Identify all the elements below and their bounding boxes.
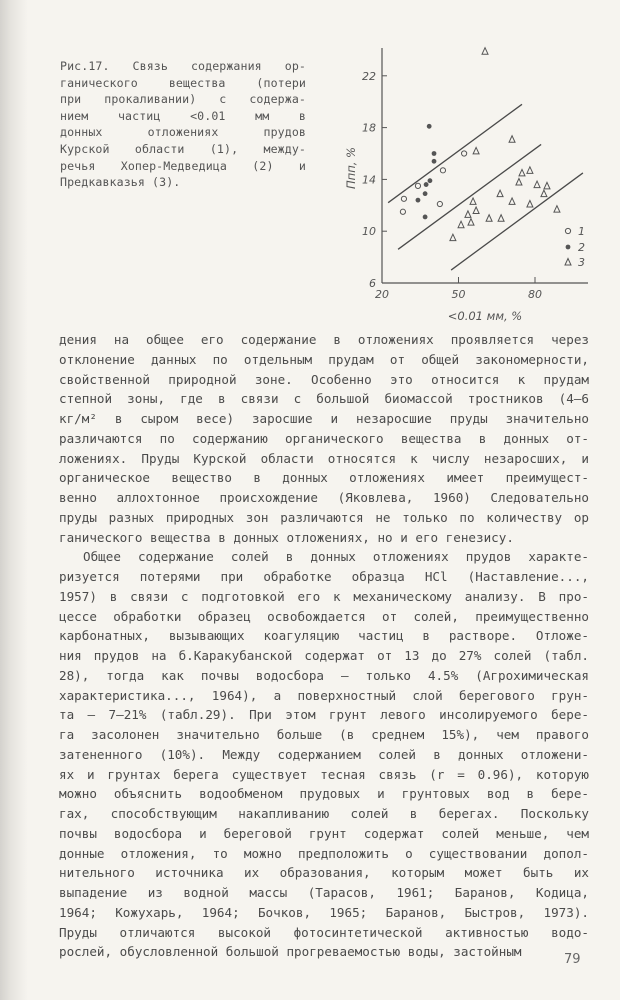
caption-line: речья Хопер-Медведица (2) и: [60, 158, 306, 173]
chart-axes: [344, 48, 588, 323]
text-line: свойственной природной зоне. Особенно это относится к прудам: [59, 371, 589, 387]
data-point-series-3: [509, 198, 515, 205]
paragraph-2: [59, 547, 589, 962]
text-line: донные отложения, то можно предположить о существовании допол-: [59, 845, 589, 861]
data-point-series-2: [432, 159, 437, 164]
text-line: можно объяснить водообменом прудовых и грунтовых вод в бере-: [59, 786, 589, 802]
data-point-series-3: [482, 48, 488, 55]
text-line: рослей, обусловленной большой прогреваемостью воды, застойным: [59, 944, 522, 960]
data-point-series-1: [401, 196, 406, 201]
text-line: выпадение из водной массы (Тарасов, 1961; Баранов, Кодица,: [59, 885, 589, 900]
trend-line-upper: [388, 104, 522, 202]
data-point-series-1: [462, 151, 467, 156]
y-tick-label: 10: [362, 225, 376, 239]
data-points: [400, 48, 560, 241]
scatter-chart: [330, 40, 600, 340]
data-point-series-3: [527, 167, 533, 174]
data-point-series-1: [400, 209, 405, 214]
text-line: 28), тогда как почвы водосбора – только 4.5% (Агрохимическая: [59, 667, 589, 683]
data-point-series-3: [468, 219, 474, 226]
data-point-series-2: [427, 124, 432, 129]
text-line: та – 7–21% (табл.29). При этом грунт левого инсолируемого бере-: [59, 707, 589, 723]
data-point-series-2: [432, 151, 437, 156]
data-point-series-1: [440, 168, 445, 173]
data-point-series-3: [509, 136, 515, 143]
data-point-series-3: [470, 198, 476, 205]
data-point-series-1: [415, 183, 420, 188]
y-tick-label: 14: [362, 173, 376, 187]
text-line: 1957) в связи с подготовкой его к механическому анализу. В про-: [59, 588, 589, 604]
legend-marker-2: [566, 245, 571, 250]
legend-marker-1: [565, 228, 570, 233]
text-line: Пруды отличаются высокой фотосинтетической активностью водо-: [59, 924, 589, 940]
trend-line-middle: [398, 144, 541, 249]
data-point-series-3: [541, 190, 547, 197]
data-point-series-2: [416, 198, 421, 203]
data-point-series-3: [450, 234, 456, 241]
data-point-series-2: [423, 215, 428, 220]
caption-line: нием частиц <0.01 мм в: [60, 108, 306, 123]
caption-line: Предкавказья (3).: [60, 175, 181, 190]
text-line: отклонение данных по отдельным прудам от общей закономерности,: [59, 351, 589, 367]
text-line: характеристика..., 1964), а поверхностный слой берегового грун-: [59, 687, 589, 703]
x-axis-label: <0.01 мм, %: [447, 309, 523, 323]
text-line: органическое вещество в донных отложениях имеет преимущест-: [59, 470, 589, 486]
caption-line: Курской области (1), между-: [60, 141, 306, 156]
text-line: ях и грунтах берега существует тесная связь (r = 0.96), которую: [59, 766, 589, 782]
text-line: затененного (10%). Между содержанием солей в донных отложени-: [59, 746, 589, 762]
y-tick-label: 18: [362, 121, 376, 135]
caption-line: при прокаливании) с содержа-: [60, 92, 306, 107]
text-line: 1964; Кожухарь, 1964; Бочков, 1965; Баранов, Быстров, 1973).: [59, 904, 589, 920]
text-line: ризуется потерями при обработке образца HCl (Наставление...,: [59, 569, 589, 584]
x-tick-label: 80: [528, 288, 542, 301]
body-text: [59, 330, 589, 962]
legend-label-1: 1: [578, 225, 585, 238]
y-tick-label: 22: [362, 69, 376, 83]
data-point-series-3: [497, 190, 503, 197]
data-point-series-2: [428, 178, 433, 183]
data-point-series-3: [465, 211, 471, 218]
book-spine-shadow: [0, 0, 28, 1000]
text-line: почвы водосбора и береговой грунт содержат солей меньше, чем: [59, 825, 589, 841]
data-point-series-2: [424, 182, 429, 187]
data-point-series-3: [534, 181, 540, 188]
data-point-series-3: [516, 178, 522, 185]
text-line: ложениях. Пруды Курской области относятся к числу незаросших, и: [59, 450, 589, 466]
x-tick-label: 50: [451, 288, 466, 301]
trend-lines: [388, 104, 583, 270]
text-line: Общее содержание солей в донных отложениях прудов характе-: [83, 549, 589, 565]
legend-marker-3: [565, 259, 571, 266]
paragraph-1: [59, 330, 589, 547]
data-point-series-3: [486, 215, 492, 222]
chart-legend: [565, 225, 585, 269]
data-point-series-3: [554, 206, 560, 213]
y-tick-label: 6: [369, 277, 376, 290]
chart-canvas: [330, 40, 600, 340]
x-tick-label: 20: [375, 288, 389, 301]
text-line: дения на общее его содержание в отложениях проявляется через: [59, 332, 589, 347]
figure-caption: [60, 58, 306, 191]
text-line: цессе обработки образец освобождается от солей, преимущественно: [59, 608, 589, 624]
data-point-series-3: [458, 221, 464, 228]
legend-label-2: 2: [578, 241, 585, 254]
text-line: ганического вещества в донных отложениях, но и его генезису.: [59, 529, 514, 545]
page-number: 79: [564, 952, 581, 967]
data-point-series-3: [473, 147, 479, 154]
text-line: га засолонен значительно больше (в среднем 15%), чем правого: [59, 727, 589, 742]
data-point-series-3: [527, 201, 533, 208]
data-point-series-3: [473, 207, 479, 214]
legend-label-3: 3: [578, 256, 585, 269]
text-line: ния прудов на б.Каракубанской содержат от 13 до 27% солей (табл.: [59, 648, 589, 663]
y-axis-label: Ппп, %: [344, 147, 358, 189]
data-point-series-1: [437, 201, 442, 206]
text-line: пруды разных природных зон различаются не только по количеству ор: [59, 509, 589, 525]
trend-line-lower: [451, 173, 583, 270]
data-point-series-3: [544, 182, 550, 189]
text-line: кг/м² в сыром весе) заросшие и незаросшие пруды значительно: [59, 411, 589, 426]
text-line: нительного источника их образования, которым может быть их: [59, 865, 589, 881]
text-line: степной зоны, где в связи с большой биомассой тростников (4–6: [59, 391, 589, 407]
text-line: карбонатных, вызывающих коагуляцию частиц в растворе. Отложе-: [59, 628, 589, 644]
text-line: гах, способствующим накапливанию солей в берегах. Поскольку: [59, 806, 589, 821]
data-point-series-2: [423, 191, 428, 196]
data-point-series-3: [498, 215, 504, 222]
caption-line: ганического вещества (потери: [60, 75, 306, 90]
text-line: венно аллохтонное происхождение (Яковлева, 1960) Следовательно: [59, 490, 589, 505]
caption-line: Рис.17. Связь содержания ор-: [60, 59, 306, 73]
data-point-series-3: [519, 169, 525, 176]
text-line: различаются по содержанию органического вещества в донных от-: [59, 430, 589, 446]
caption-line: донных отложениях прудов: [60, 125, 306, 140]
